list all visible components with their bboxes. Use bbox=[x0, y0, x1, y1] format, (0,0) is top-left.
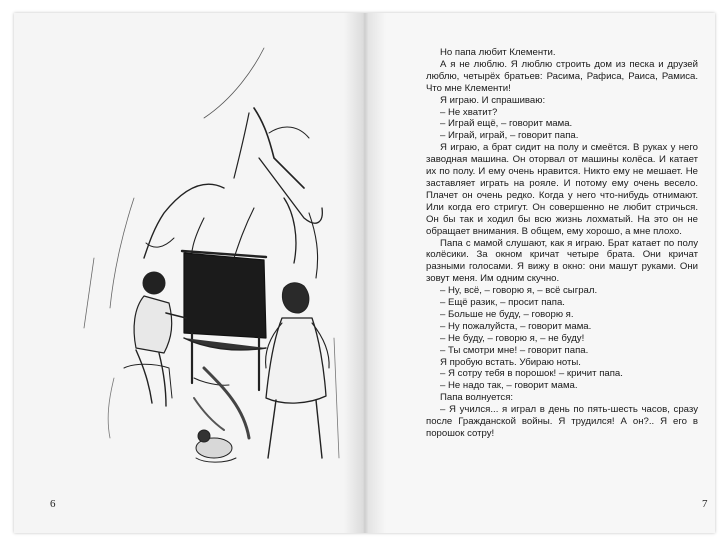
paragraph: – Ну, всё, – говорю я, – всё сыграл. bbox=[440, 285, 598, 297]
book-spread bbox=[14, 13, 715, 533]
paragraph: Но папа любит Клементи. bbox=[440, 47, 556, 58]
paragraph: – Ты смотри мне! – говорит папа. bbox=[440, 344, 589, 356]
paragraph: – Не буду, – говорю я, – не буду! bbox=[440, 332, 585, 344]
story-text bbox=[426, 47, 698, 440]
left-page-number: 6 bbox=[50, 498, 56, 510]
paragraph: – Не надо так, – говорит мама. bbox=[440, 380, 578, 392]
paragraph: – Играй, играй, – говорит папа. bbox=[440, 130, 579, 142]
paragraph: А я не люблю. Я люблю строить дом из песка и друзей люблю, четырёх братьев: Расима, Рафиса, Раиса, Рамиса. Что мне Клементи! bbox=[426, 58, 698, 94]
paragraph: – Я сотру тебя в порошок! – кричит папа. bbox=[440, 368, 623, 380]
paragraph: Папа волнуется: bbox=[440, 392, 514, 404]
right-page-number: 7 bbox=[702, 498, 708, 510]
paragraph: Я играю, а брат сидит на полу и смеётся. В руках у него заводная машина. Он оторвал от машины колёса. И катает их по полу. И ему очень нравится. Никто ему не мешает. Не заставляет играть на рояле. И потому ему очень весело. Плачет он очень редко. Когда у него что-нибудь отнимают. Или когда его стригут. Он совершенно не любит стричься. Он бы так и ходил бы всю жизнь лохматый. На это он не обращает внимания. В общем, ему хорошо, а мне плохо. bbox=[426, 142, 698, 237]
ink-drawing-children-at-piano-icon bbox=[54, 38, 344, 478]
paragraph: – Я учился... я играл в день по пять-шесть часов, сразу после Гражданской войны. Я трудился! А он?.. Я его в порошок сотру! bbox=[426, 404, 698, 439]
paragraph: Я пробую встать. Убираю ноты. bbox=[440, 356, 581, 368]
paragraph: Папа с мамой слушают, как я играю. Брат катает по полу колёсики. За окном кричат четыре брата. Они кричат разными голосами. Я вижу в окно: они машут руками. Они зовут меня. Им одним скучно. bbox=[426, 237, 698, 285]
paragraph: – Больше не буду, – говорю я. bbox=[440, 308, 574, 320]
paragraph: – Ну пожалуйста, – говорит мама. bbox=[440, 320, 592, 332]
paragraph: – Ещё разик, – просит папа. bbox=[440, 297, 565, 309]
paragraph: – Не хватит? bbox=[440, 106, 498, 118]
paragraph: Я играю. И спрашиваю: bbox=[440, 94, 546, 106]
paragraph: – Играй ещё, – говорит мама. bbox=[440, 118, 573, 130]
